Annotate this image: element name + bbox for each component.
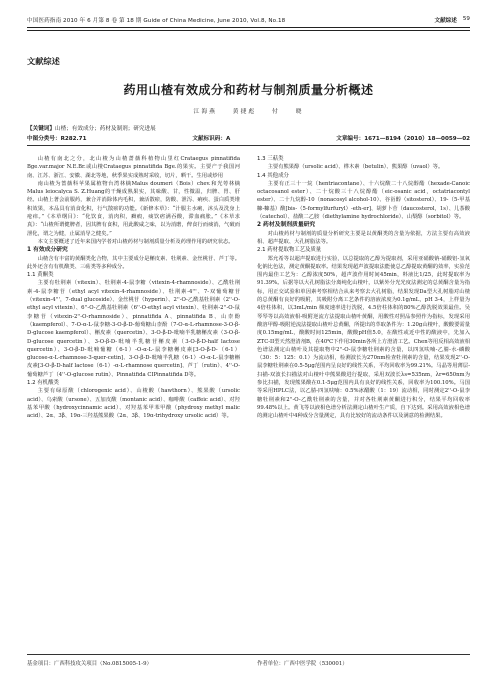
journal-citation: 中国医药指南 2010 年 6 月第 8 卷 第 18 期 Guide of China Medicine, June 2010, Vol.8, No.18 [27,18,286,24]
keywords-text: 山楂；有效成分；药材及制剂；研究进展 [54,126,156,132]
paragraph: 主要有绿原酸（chlorogenic acid）、山楂酸（hawthorn）、熊果酸（ursolic acid）、乌索酸（ursone）、五加皮酸（montanic acid）、咖啡酸（caffeic acid）、对羟基苯甲酸（hydroxycinnamic acid）、对羟基苯甲苯甲酸（phydroxy methyl malic acid）、2α、3β、19α-三羟基熊果酸（2α、3β、19α-trihydroxy ursolic acid）等。 [27,388,240,420]
footer-rule [27,654,470,655]
subsection-heading: 1.1 黄酮类 [27,272,54,279]
page-number: 59 [462,16,470,22]
clc-number: 中图分类号：R282.71 [27,136,87,142]
running-header [27,14,470,24]
keywords [27,124,470,132]
paragraph: 本文主要概述了近年来国内学者对山楂药材与制剂质量分析及药理作用的研究状态。 [37,238,234,245]
subsection-heading: 1.2 有机酸类 [27,380,59,387]
article-meta [27,134,470,142]
section-tag: 文献综述 [27,56,60,66]
author-affiliation: 作者单位：广西中医学院（530001） [257,661,348,667]
paragraph: 主要有牡荆素（vitexin）、牡荆素-4-鼠李糖（vitexin-4-rhamnoside）、乙酰牡荆素-4-鼠李糖苷（ethyl acyl vitexin-4-rhamnoside）、牡荆素-4'''、7-双葡萄糖苷（vitexin-4'''，7-dual glucoside）、金丝桃苷（hyperin）、2''-O-乙酰基牡荆素（2''-O-ethyl acyl vitexin）、6''-O-乙酰基牡荆素（6''-O-ethyl acyl vitexin）、牡荆素-2''-O-鼠李糖苷（vitexin-2''-O-rhamnoside）、pinnatifida A、pinnatifida B、山柰酚（kaempferol）、7-O-α-L-鼠李糖-3-O-β-D-葡萄糖山柰酚（7-O-α-L-rhamnose-3-O-β-D-glucose kaempferol）、槲皮素（quercetin）、3-O-β-D-吡喃半乳糖槲皮素（3-O-β-D-glucose quercetin）、3-O-β-D-吡喃半乳糖苷槲皮素（3-O-β-D-half lactose quercetin）、3-O-β-D-吡喃葡糖（6-1）-O-α-L-鼠李糖槲皮素[3-O-β-D-（6-1）glucose-α-L-rhamnose-3-quer-cetin]、3-O-β-D-吡喃半乳糖（6-1）-O-α-L-鼠李糖槲皮素[3-O-β-D-half lactose（6-1）-α-L-rhamnose quercetin]、芦丁（rutin）、4''-O-葡萄糖芦丁（4''-O-glucose rutin）、Pinnatifida CIPinnatifida D等。 [27,280,240,378]
subsection-heading: 1.4 其他成分 [257,172,289,179]
keywords-label: 【关键词】 [27,126,55,132]
authors: 江海燕 黄捷彪 付 晓 [193,109,304,115]
paragraph: 山楂有南北之分，北山楂为山楂蔷薇科植物山里红Crataegus pinnatifida Bge.var.major N.E.Br.或山楂Crataegus pinnatifida Bge.的果实。主要产于我国河南、江苏、浙江、安徽、湖北等地，秋季果实成熟时采收，切片，晒干。生用或炒用 [27,156,240,179]
header-rule-thin [27,30,470,31]
header-rule [27,27,470,28]
article-title: 药用山楂有效成分和药材与制剂质量分析概述 [123,83,374,97]
paragraph: 山楂含有丰富的黄酮类化合物，其中主要成分是槲皮素、牡荆素、金丝桃苷、芦丁等。此外还含有有机酸类、三萜类等多种成分。 [27,255,240,270]
section-heading: 1 有效成分研究 [27,247,68,254]
document-code: 文献标识码：A [192,136,231,142]
paragraph: 郑允希等以超声提取进行实验，以总提取的乙醇为提取剂，采用亚硝酸钠-硝酸铝-氢氧化钠比色法，测定黄酮提取率。结果发现超声波提取法能使总乙醇提取黄酮的效率，实验范围内最佳工艺为：乙醇浓度50%，超声波作用时间45min，料液比1/25，此时提取率为91.39%。后据等以大孔树脂法分离纯化山楂叶，以紫外分光光度法测定的总黄酮含量为指标，用正交试验和单因素考察相结合从来考察去大孔树脂，结果发现Da型大孔树脂对山楂的总黄酮有良好的吸附，其吸附分离工艺条件的溶液浓度为0.1g/mL，pH 3-4，上样量为4倍柱体积，以3mL/min 梯度速率进行洗脱，4.5倍柱体积的80%乙醇洗脱效果最佳。吴琴琴等以高效液相-吸附逆流方法提取山楂叶黄酮，用酸性对照品参照作为指标，发现采用酸溶甲醇-吸附逆流法提取山楂叶总黄酮，所提出的萃取条件为：1.20g山楂叶，酸酸要需量度0.15mg/mL，酸酸时间125min，酸酸pH值5.0，在酸性或近中性的酸液中，先加入ZTC-II型天然澄清剂B，在40℃下作用30min各所上方澄清工艺。Chen等用反相高效液相色谱法测定山楂叶及其提取物中2''-O-鼠李糖牡荆素的含量，以四氢呋喃-乙腈-水-磷酸（30：5：125：0.1）为流动相，检测波长为270nm检查牡荆素的含量，结果发现2''-O-鼠李糖牡荆素在0.5-5μg范围内呈良好的线性关系，平均回收率为99.21%。马晶等用薄层-扫描-双波长扫描法对山楂叶中熊果酸进行提取，采用双波长λs=535nm，λr=650nm为参比扫描，发现熊果酸在0.1-5μg范围内具有良好的线性关系，回收率为100.10%。马国等采用HPLC法，以乙腈-四氢呋喃：0.5%冰醋酸（1：19）流动相，同时测定2''-O-鼠李糖牡荆素和2''-O-乙酰牡荆素的含量，并对各牡荆素黄酮进行积分，结果平均回收率99.48%以上。黄飞等以液相色谱分析法测定山楂叶生产质，自下达到。采用高效液相色谱的测定山楂叶中4种成分含量测定，具有比较好的流动条件以及满意的检测结果。 [257,255,470,420]
subsection-heading: 1.3 三萜类 [257,156,284,162]
section-heading: 2 药材及制剂质量研究 [257,222,316,229]
paragraph: 对山楂药材与制剂的质量分析研究主要是以黄酮类的含量为依据，方法主要有高效液相、超声提取、大孔树脂法等。 [257,230,470,245]
column-name: 文献综述 [434,18,457,24]
header-right [434,16,470,24]
paragraph: 南山楂为蔷薇科苹果属植物台湾林檎Malus doumeri（Bois）chev.和光萼林檎Malus leiocalyca S. Z.Huang的干燥成熟果实，其味酸、甘，性微温，归脾、胃、肝经。山楂上著会前服药，兼合并消除体内毛积，兼活散瘀，防酸、泄泻、痢疾、蛋白质类堆积效果，本品具有消食化积，行气散瘀的功能。《新修本草》：“汁服主水痢，沐头及洗身上疮痒。”《本草纲目》：“化饮食，消肉积，癥瘕，痰饮痞满吞酸，滞血痛胀。”《本草求真》：“山楂所谓健脾者，因其脾有食积，用此酸咸之味，以为消磨，俾食行而痰消，气破而泄化，谓之为健，止属消导之健矣。” [27,180,240,237]
funding-note: 基金项目：广西科技攻关项目（No.0815005-1-9） [27,661,152,667]
article-number: 文章编号：1671—8194（2010）18—0059—02 [336,136,470,142]
paragraph: 主要有正三十一烷（hentriacontane）、十六烷酸二十八烷醇酯（hexade-Canoic octacosanol ester）、二十烷酸三十八烷醇酯（eic-osanic acid，octatriacontyl ester）、二十九烷醇-10（nonacosyl alcohol-10）、谷甾醇（sitosterol）、19-（5-甲基糠-糠基）酸[bis-（5-formylfurfuryl）-eth-er]、胡萝卜苷（daucosterol，1s）、儿茶酸（catechol）、盐酸二乙胺（diethylamine hydrochloride）、山梨醇（sorbitol）等。 [257,180,470,221]
subsection-heading: 2.1 药材提取物工艺及质量 [257,247,322,254]
left-column [27,155,240,421]
meta-rule [27,145,470,146]
right-column [257,155,470,421]
paragraph: 主要有熊果醇（ursolic acid）、桦木素（betulin）、熊果醇（uvaol）等。 [267,164,444,171]
